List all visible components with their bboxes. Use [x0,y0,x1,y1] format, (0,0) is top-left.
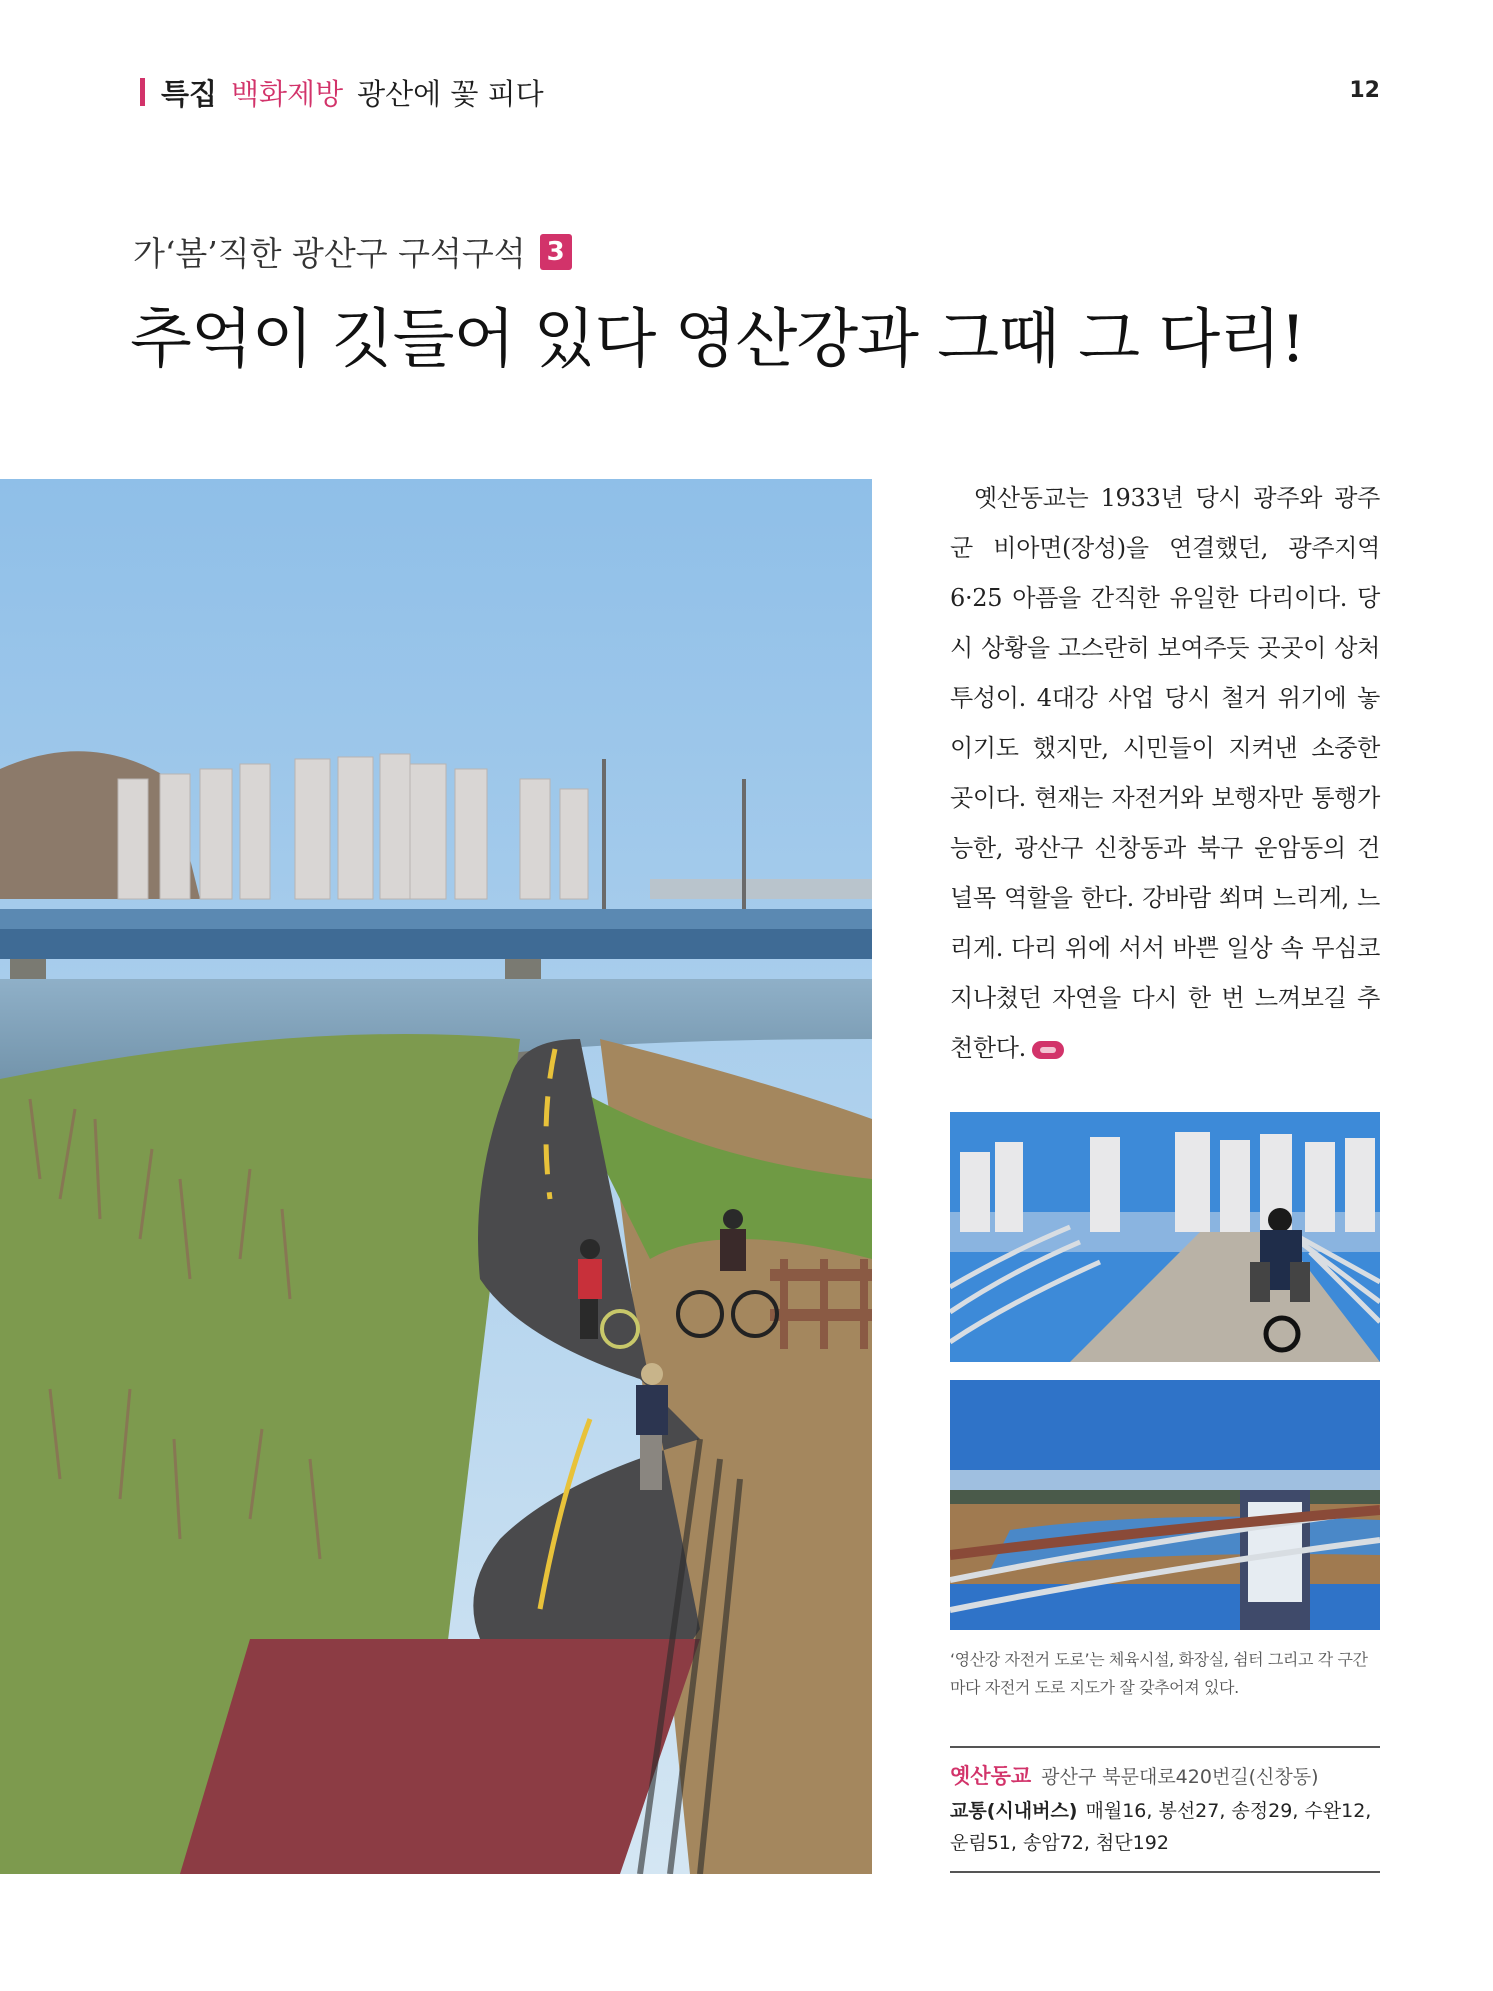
place-info-line [950,1760,1380,1793]
side-photo-bridge-cyclist [950,1112,1380,1362]
end-mark-icon [1032,1041,1064,1059]
side-photo-riverside-sign [950,1380,1380,1630]
series-number-badge: 3 [540,234,572,270]
bridge-cyclist-illustration [950,1112,1380,1362]
main-photo [0,479,872,1874]
photo-caption: ‘영산강 자전거 도로’는 체육시설, 화장실, 쉼터 그리고 각 구간마다 자전거 도로 지도가 잘 갖추어져 있다. [950,1650,1368,1697]
place-name: 옛산동교 [950,1764,1032,1788]
place-address: 광산구 북문대로420번길(신창동) [1041,1766,1319,1788]
riverside-sign-illustration [950,1380,1380,1630]
header-label: 특집 [161,76,218,111]
article-body-text: 옛산동교는 1933년 당시 광주와 광주군 비아면(장성)을 연결했던, 광주지역 6·25 아픔을 간직한 유일한 다리이다. 당시 상황을 고스란히 보여주듯 곳곳이 상처투성이. 4대강 사업 당시 철거 위기에 놓이기도 했지만, 시민들이 지켜낸 소중한 곳이다. 현재는 자전거와 보행자만 통행가능한, 광산구 신창동과 북구 운암동의 건널목 역할을 한다. 강바람 쐬며 느리게, 느리게. 다리 위에 서서 바쁜 일상 속 무심코 지나쳤던 자연을 다시 한 번 느껴보길 추천한다. [950,484,1380,1062]
place-info-box [950,1746,1380,1873]
section-header [140,72,544,112]
header-accent-text: 백화제방 [231,76,344,111]
transit-label: 교통(시내버스) [950,1800,1078,1822]
transit-routes: 매월16, 봉선27, 송정29, 수완12, 운림51, 송암72, 첨단192 [950,1800,1372,1854]
header-rest-text: 광산에 꽃 피다 [357,76,544,111]
subtitle-text: 가‘봄’직한 광산구 구석구석 [133,234,526,273]
page-number: 12 [1349,78,1380,103]
article-title: 추억이 깃들어 있다 영산강과 그때 그 다리! [130,303,1305,377]
article-body [950,473,1380,1073]
article-subtitle [133,228,572,275]
header-accent-bar [140,78,145,106]
bike-path-illustration [0,479,872,1874]
transit-info-line [950,1795,1380,1859]
